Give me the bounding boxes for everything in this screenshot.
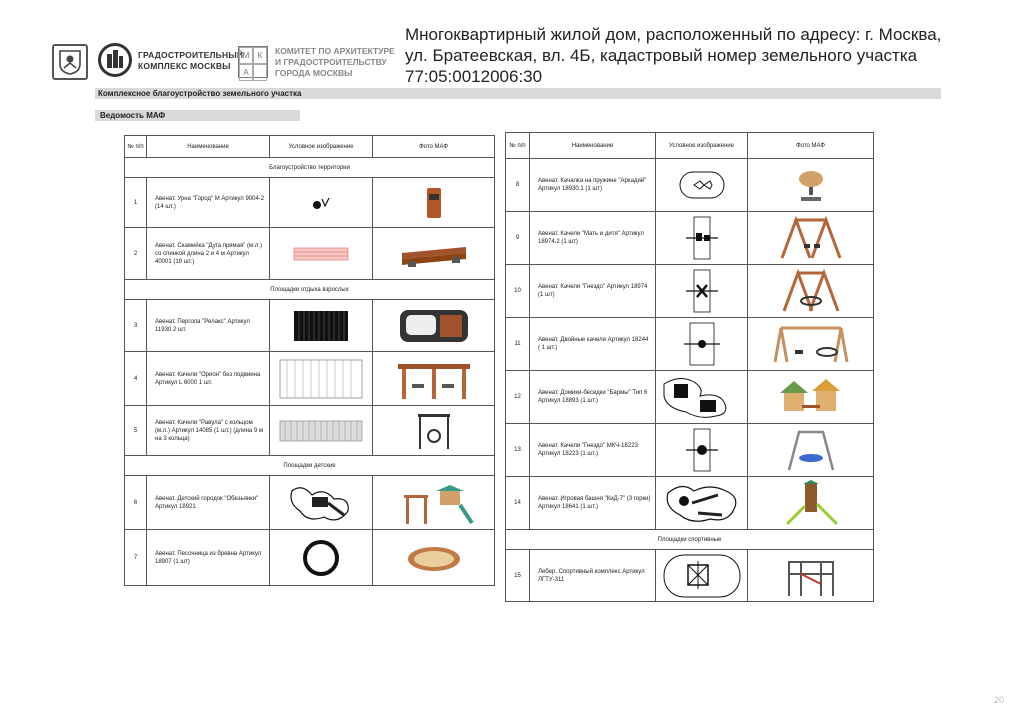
double-swing-photo-icon (769, 324, 853, 364)
sandbox-symbol-icon (301, 538, 341, 578)
table-row (125, 352, 495, 406)
moscow-emblem-logo (52, 44, 88, 80)
section-label: Площадки спортивные (506, 530, 874, 550)
bench-symbol-icon (293, 246, 349, 262)
playground-symbol-icon (288, 481, 354, 525)
col-num: № п/п (506, 133, 530, 159)
row-name: Авенат. Скамейка "Дуга прямая" (м.л.) со спинкой длина 2 и 4 м Артикул 40001 (19 шт.) (147, 228, 270, 280)
row-photo (373, 406, 495, 456)
row-name: Авенат. Детский городок "Обезьянки" Артикул 18921 (147, 476, 270, 530)
section-label: Благоустройство территории (125, 158, 495, 178)
row-symbol (270, 178, 373, 228)
bench-photo-icon (398, 239, 470, 269)
row-symbol (656, 265, 748, 318)
row-photo (373, 228, 495, 280)
row-photo (373, 352, 495, 406)
col-photo: Фото МАФ (373, 136, 495, 158)
row-name: Авенат. Домики-беседки "Бармы" Тип 6 Артикул 18893 (1 шт.) (530, 371, 656, 424)
col-name: Наименование (530, 133, 656, 159)
row-num: 9 (506, 212, 530, 265)
col-photo: Фото МАФ (748, 133, 874, 159)
col-num: № п/п (125, 136, 147, 158)
swing-orion-photo-icon (394, 358, 474, 400)
row-num: 14 (506, 477, 530, 530)
gk-logo-text: ГРАДОСТРОИТЕЛЬНЫЙ КОМПЛЕКС МОСКВЫ (138, 50, 244, 71)
row-num: 3 (125, 300, 147, 352)
ka-logo-text: КОМИТЕТ ПО АРХИТЕКТУРЕ И ГРАДОСТРОИТЕЛЬСТВУ ГОРОДА МОСКВЫ (275, 46, 395, 78)
pergola-photo-icon (398, 306, 470, 346)
mka-letter: К (253, 47, 267, 64)
table-row (125, 300, 495, 352)
swing-nest-2-symbol-icon (682, 427, 722, 473)
subsection-title: Ведомость МАФ (95, 110, 300, 121)
row-photo (748, 477, 874, 530)
row-symbol (270, 300, 373, 352)
swing-ravula-symbol-icon (279, 420, 363, 442)
playground-photo-icon (394, 481, 474, 525)
section-title: Комплексное благоустройство земельного участка (95, 88, 941, 99)
swing-nest-symbol-icon (682, 268, 722, 314)
row-photo (748, 424, 874, 477)
buildings-icon (101, 46, 129, 74)
section-label: Площадки отдыха взрослых (125, 280, 495, 300)
row-name: Авенат. Качели "Гнездо" МКЧ-18223 Артикул 18223 (1 шт.) (530, 424, 656, 477)
row-num: 13 (506, 424, 530, 477)
row-symbol (656, 212, 748, 265)
table-row (506, 265, 874, 318)
double-swing-symbol-icon (682, 321, 722, 367)
row-symbol (656, 318, 748, 371)
row-name: Авенат. Урна "Город" М Артикул 9004-2 (14 шт.) (147, 178, 270, 228)
table-row (506, 159, 874, 212)
row-num: 15 (506, 550, 530, 602)
maf-table-left (124, 135, 495, 586)
sport-complex-photo-icon (781, 554, 841, 598)
col-name: Наименование (147, 136, 270, 158)
row-photo (748, 371, 874, 424)
swing-mother-symbol-icon (682, 215, 722, 261)
row-name: Авенат. Качели "Мать и дитя" Артикул 18974.2 (1 шт) (530, 212, 656, 265)
table-row (125, 476, 495, 530)
row-photo (748, 318, 874, 371)
swing-ravula-photo-icon (414, 412, 454, 450)
table-row (506, 477, 874, 530)
row-photo (373, 178, 495, 228)
row-num: 12 (506, 371, 530, 424)
row-num: 4 (125, 352, 147, 406)
col-symbol: Условное изображение (656, 133, 748, 159)
section-label: Площадки детские (125, 456, 495, 476)
sandbox-photo-icon (406, 543, 462, 573)
play-tower-photo-icon (781, 480, 841, 526)
spring-rocker-photo-icon (791, 165, 831, 205)
page-title: Многоквартирный жилой дом, расположенный по адресу: г. Москва, ул. Братеевская, вл. 4Б, кадастровый номер земельного участка 77:05:0012006:30 (405, 25, 942, 86)
table-row (125, 406, 495, 456)
table-row (506, 212, 874, 265)
mka-letter: М (239, 47, 253, 64)
playhouse-symbol-icon (660, 374, 744, 420)
row-symbol (656, 550, 748, 602)
section-row (125, 456, 495, 476)
row-name: Авенат. Качели "Равула" с кольцом (м.л.) Артикул 14085 (1 шт.) (длина 9 м на 3 кольца) (147, 406, 270, 456)
row-symbol (656, 477, 748, 530)
row-num: 8 (506, 159, 530, 212)
row-photo (748, 265, 874, 318)
table-row (506, 424, 874, 477)
mka-letter: А (239, 64, 253, 81)
maf-table-right (505, 132, 874, 602)
gk-logo (98, 43, 132, 77)
row-symbol (656, 159, 748, 212)
row-name: Авенат. Песочница из бревна Артикул 18907 (1 шт) (147, 530, 270, 586)
row-photo (748, 550, 874, 602)
swing-orion-symbol-icon (279, 359, 363, 399)
moscow-emblem-icon (58, 49, 82, 75)
table-row (506, 550, 874, 602)
row-symbol (656, 424, 748, 477)
row-symbol (270, 530, 373, 586)
swing-mother-photo-icon (776, 216, 846, 260)
playhouse-photo-icon (776, 375, 846, 419)
table-row (506, 318, 874, 371)
row-photo (373, 476, 495, 530)
row-num: 1 (125, 178, 147, 228)
row-name: Лебер. Спортивный комплекс Артикул ЛГТУ-311 (530, 550, 656, 602)
row-photo (748, 159, 874, 212)
pergola-symbol-icon (293, 310, 349, 342)
table-row (125, 530, 495, 586)
row-symbol (270, 228, 373, 280)
play-tower-symbol-icon (662, 479, 742, 527)
row-name: Авенат. Качели "Гнездо" Артикул 18974 (1 шт) (530, 265, 656, 318)
row-symbol (270, 352, 373, 406)
row-symbol (270, 406, 373, 456)
table-row (125, 178, 495, 228)
row-name: Авенат. Качалка на пружине "Аркадий" Артикул 18930.1 (1 шт) (530, 159, 656, 212)
page-number: 20 (994, 695, 1005, 705)
table-header-row (125, 136, 495, 158)
row-num: 6 (125, 476, 147, 530)
row-photo (373, 530, 495, 586)
row-num: 7 (125, 530, 147, 586)
bin-photo-icon (426, 186, 442, 220)
row-num: 2 (125, 228, 147, 280)
row-symbol (656, 371, 748, 424)
swing-nest-photo-icon (776, 269, 846, 313)
row-symbol (270, 476, 373, 530)
sport-complex-symbol-icon (662, 553, 742, 599)
spring-rocker-symbol-icon (678, 170, 726, 200)
mka-letter (253, 64, 267, 81)
swing-nest-2-photo-icon (781, 428, 841, 472)
row-photo (373, 300, 495, 352)
table-row (506, 371, 874, 424)
row-num: 5 (125, 406, 147, 456)
section-row (125, 158, 495, 178)
row-name: Авенат. Пергола "Релакс" Артикул 11930 2 шт. (147, 300, 270, 352)
section-row (125, 280, 495, 300)
table-row (125, 228, 495, 280)
col-symbol: Условное изображение (270, 136, 373, 158)
table-header-row (506, 133, 874, 159)
row-num: 10 (506, 265, 530, 318)
row-photo (748, 212, 874, 265)
row-num: 11 (506, 318, 530, 371)
section-row (506, 530, 874, 550)
row-name: Авенат. Качели "Орион" без подвиина Артикул L 6000 1 шт. (147, 352, 270, 406)
bin-symbol-icon (311, 196, 331, 210)
row-name: Авенат. Двойные качели Артикул 18244 ( 1 шт.) (530, 318, 656, 371)
row-name: Авенат. Игровая башня "КиД-7" (3 горки) Артикул 18641 (1 шт.) (530, 477, 656, 530)
mka-logo (238, 46, 268, 78)
